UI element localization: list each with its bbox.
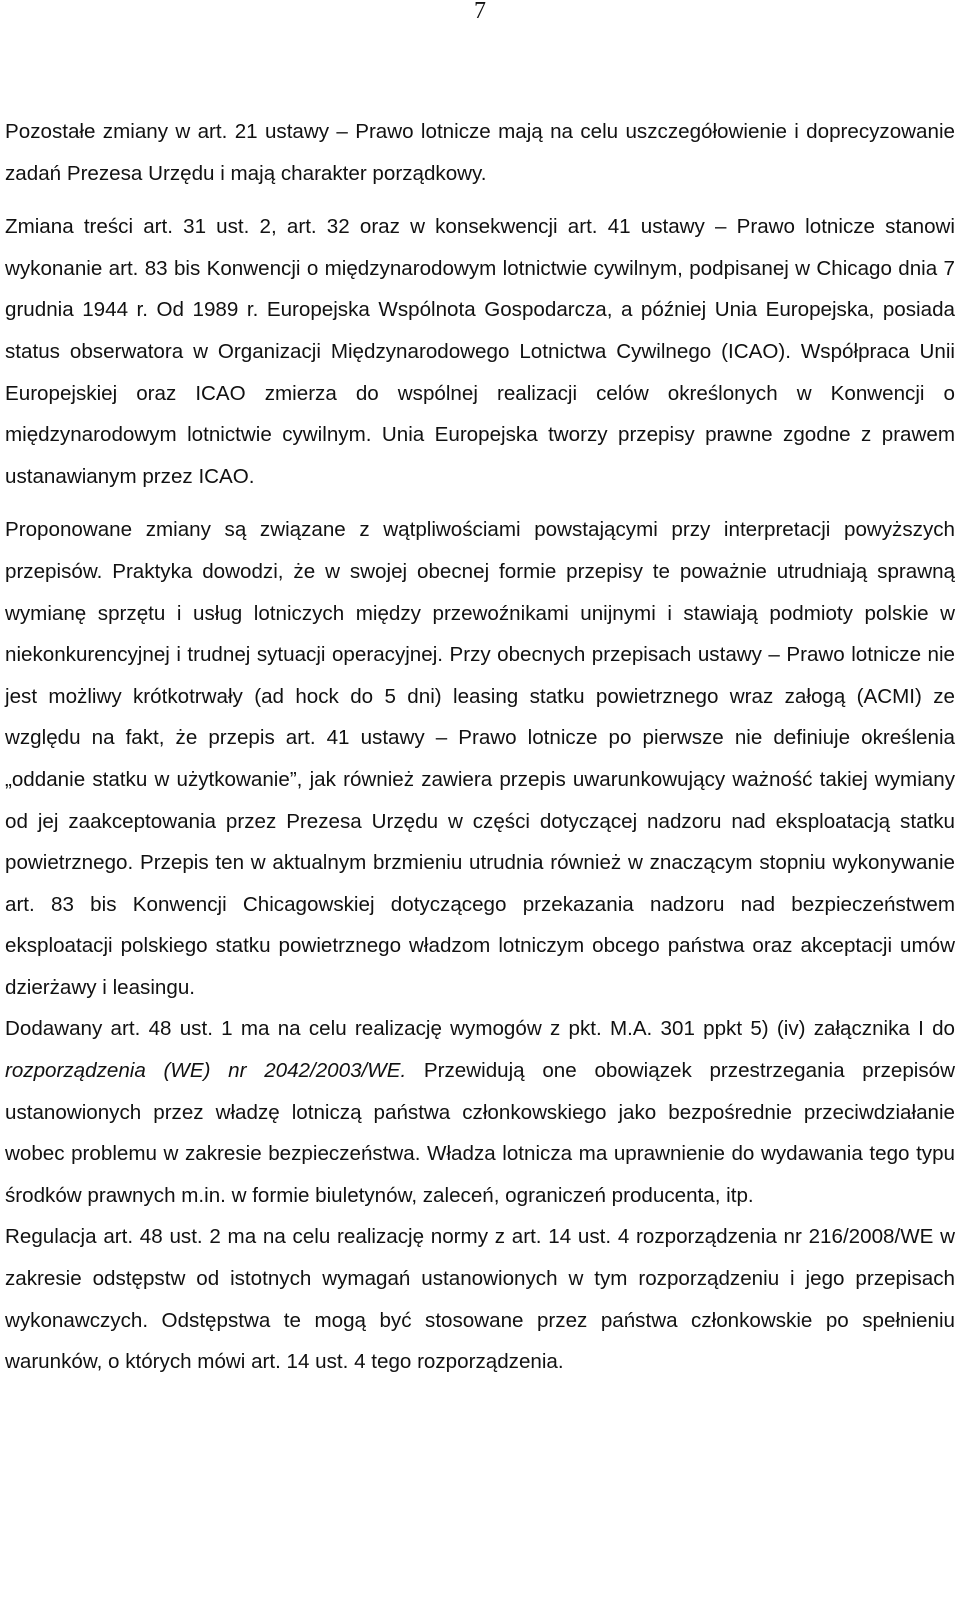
document-body bbox=[5, 111, 955, 1383]
paragraph-2: Zmiana treści art. 31 ust. 2, art. 32 oraz w konsekwencji art. 41 ustawy – Prawo lotnicze stanowi wykonanie art. 83 bis Konwencji o międzynarodowym lotnictwie cywilnym, podpisanej w Chicago dnia 7 grudnia 1944 r. Od 1989 r. Europejska Wspólnota Gospodarcza, a później Unia Europejska, posiada status obserwatora w Organizacji Międzynarodowego Lotnictwa Cywilnego (ICAO). Współpraca Unii Europejskiej oraz ICAO zmierza do wspólnej realizacji celów określonych w Konwencji o międzynarodowym lotnictwie cywilnym. Unia Europejska tworzy przepisy prawne zgodne z prawem ustanawianym przez ICAO. bbox=[5, 215, 955, 488]
paragraph-3: Proponowane zmiany są związane z wątpliwościami powstającymi przy interpretacji powyższych przepisów. Praktyka dowodzi, że w swojej obecnej formie przepisy te poważnie utrudniają sprawną wymianę sprzętu i usług lotniczych między przewoźnikami unijnymi i stawiają podmioty polskie w niekonkurencyjnej i trudnej sytuacji operacyjnej. Przy obecnych przepisach ustawy – Prawo lotnicze nie jest możliwy krótkotrwały (ad hock do 5 dni) leasing statku powietrznego wraz załogą (ACMI) ze względu na fakt, że przepis art. 41 ustawy – Prawo lotnicze po pierwsze nie definiuje określenia „oddanie statku w użytkowanie”, jak również zawiera przepis uwarunkowujący ważność takiej wymiany od jej zaakceptowania przez Prezesa Urzędu w części dotyczącej nadzoru nad eksploatacją statku powietrznego. Przepis ten w aktualnym brzmieniu utrudnia również w znaczącym stopniu wykonywanie art. 83 bis Konwencji Chicagowskiej dotyczącego przekazania nadzoru nad bezpieczeństwem eksploatacji polskiego statku powietrznego władzom lotniczym obcego państwa oraz akceptacji umów dzierżawy i leasingu. bbox=[5, 518, 955, 999]
paragraph-5: Regulacja art. 48 ust. 2 ma na celu realizację normy z art. 14 ust. 4 rozporządzenia nr 216/2008/WE w zakresie odstępstw od istotnych wymagań ustanowionych w tym rozporządzeniu i jego przepisach wykonawczych. Odstępstwa te mogą być stosowane przez państwa członkowskie po spełnieniu warunków, o których mówi art. 14 ust. 4 tego rozporządzenia. bbox=[5, 1225, 955, 1374]
paragraph-4-text-after: Przewidują one obowiązek przestrzegania przepisów ustanowionych przez władzę lotniczą państwa członkowskiego jako bezpośrednie przeciwdziałanie wobec problemu w zakresie bezpieczeństwa. Władza lotnicza ma uprawnienie do wydawania tego typu środków prawnych m.in. w formie biuletynów, zaleceń, ograniczeń producenta, itp. bbox=[5, 1059, 956, 1207]
paragraph-4 bbox=[5, 1008, 955, 1216]
paragraph-4-text-before: Dodawany art. 48 ust. 1 ma na celu realizację wymogów z pkt. M.A. 301 ppkt 5) (iv) załącznika I do bbox=[5, 1017, 955, 1041]
paragraph-1: Pozostałe zmiany w art. 21 ustawy – Prawo lotnicze mają na celu uszczegółowienie i doprecyzowanie zadań Prezesa Urzędu i mają charakter porządkowy. bbox=[5, 120, 955, 185]
page-number: 7 bbox=[474, 0, 486, 24]
regulation-reference: rozporządzenia (WE) nr 2042/2003/WE. bbox=[5, 1059, 407, 1083]
